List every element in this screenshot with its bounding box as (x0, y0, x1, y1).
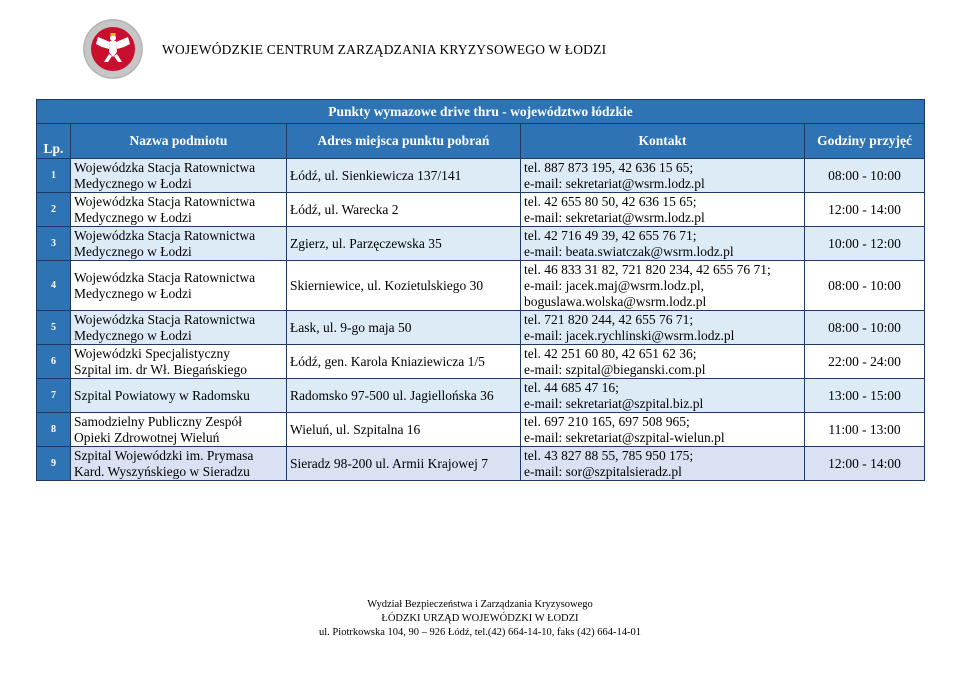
phone-line: tel. 42 251 60 80, 42 651 62 36; (524, 345, 697, 361)
email-line: e-mail: sor@szpitalsieradz.pl (524, 463, 682, 479)
table-row (37, 261, 925, 311)
address-cell: Wieluń, ul. Szpitalna 16 (287, 413, 521, 447)
address-cell: Zgierz, ul. Parzęczewska 35 (287, 227, 521, 261)
entity-name-line: Wojewódzka Stacja Ratownictwa (74, 193, 256, 209)
row-number: 9 (37, 447, 71, 481)
table-row (37, 345, 925, 379)
phone-line: tel. 42 716 49 39, 42 655 76 71; (524, 227, 697, 243)
hours-cell: 12:00 - 14:00 (805, 193, 925, 227)
row-number: 4 (37, 261, 71, 311)
column-header-name: Nazwa podmiotu (71, 124, 287, 159)
entity-name-line: Wojewódzka Stacja Ratownictwa (74, 227, 256, 243)
entity-name-line: Wojewódzka Stacja Ratownictwa (74, 269, 256, 285)
entity-name-line: Szpital im. dr Wł. Biegańskiego (74, 361, 247, 377)
email-line: e-mail: szpital@bieganski.com.pl (524, 361, 706, 377)
contact-cell (521, 447, 805, 481)
email-line: e-mail: sekretariat@wsrm.lodz.pl (524, 175, 705, 191)
row-number: 3 (37, 227, 71, 261)
phone-line: tel. 46 833 31 82, 721 820 234, 42 655 76 71; (524, 261, 771, 277)
email-line: e-mail: jacek.maj@wsrm.lodz.pl, (524, 277, 705, 293)
entity-name-line: Medycznego w Łodzi (74, 175, 192, 191)
table-row (37, 193, 925, 227)
contact-cell (521, 311, 805, 345)
footer-department: Wydział Bezpieczeństwa i Zarządzania Kryzysowego (367, 599, 593, 610)
entity-name-line: Kard. Wyszyńskiego w Sieradzu (74, 463, 250, 479)
entity-name-cell (71, 227, 287, 261)
hours-cell: 12:00 - 14:00 (805, 447, 925, 481)
row-number: 7 (37, 379, 71, 413)
phone-line: tel. 697 210 165, 697 508 965; (524, 413, 690, 429)
row-number: 6 (37, 345, 71, 379)
phone-line: tel. 721 820 244, 42 655 76 71; (524, 311, 694, 327)
entity-name-cell (71, 193, 287, 227)
table-title: Punkty wymazowe drive thru - województwo łódzkie (37, 100, 925, 124)
hours-cell: 11:00 - 13:00 (805, 413, 925, 447)
entity-name-cell (71, 311, 287, 345)
contact-cell (521, 261, 805, 311)
entity-name-line: Szpital Wojewódzki im. Prymasa (74, 447, 254, 463)
entity-name-cell (71, 379, 287, 413)
entity-name-line: Medycznego w Łodzi (74, 209, 192, 225)
row-number: 8 (37, 413, 71, 447)
email-line: boguslawa.wolska@wsrm.lodz.pl (524, 293, 707, 309)
entity-name-line: Medycznego w Łodzi (74, 285, 192, 301)
email-line: e-mail: sekretariat@wsrm.lodz.pl (524, 209, 705, 225)
email-line: e-mail: beata.swiatczak@wsrm.lodz.pl (524, 243, 734, 259)
entity-name-line: Szpital Powiatowy w Radomsku (74, 387, 250, 403)
organization-name: WOJEWÓDZKIE CENTRUM ZARZĄDZANIA KRYZYSOWEGO W ŁODZI (162, 42, 607, 57)
hours-cell: 08:00 - 10:00 (805, 261, 925, 311)
email-line: e-mail: jacek.rychlinski@wsrm.lodz.pl (524, 327, 735, 343)
address-cell: Skierniewice, ul. Kozietulskiego 30 (287, 261, 521, 311)
table-row (37, 413, 925, 447)
row-number: 1 (37, 159, 71, 193)
entity-name-cell (71, 413, 287, 447)
column-header-lp: Lp. (37, 124, 71, 159)
address-cell: Łódź, gen. Karola Kniaziewicza 1/5 (287, 345, 521, 379)
table-row (37, 227, 925, 261)
column-header-hours: Godziny przyjęć (805, 124, 925, 159)
entity-name-line: Wojewódzki Specjalistyczny (74, 345, 230, 361)
entity-name-cell (71, 345, 287, 379)
column-header-address: Adres miejsca punktu pobrań (287, 124, 521, 159)
table-row (37, 379, 925, 413)
contact-cell (521, 413, 805, 447)
phone-line: tel. 44 685 47 16; (524, 379, 619, 395)
entity-name-line: Medycznego w Łodzi (74, 243, 192, 259)
table-row (37, 447, 925, 481)
address-cell: Radomsko 97-500 ul. Jagiellońska 36 (287, 379, 521, 413)
phone-line: tel. 43 827 88 55, 785 950 175; (524, 447, 694, 463)
email-line: e-mail: sekretariat@szpital-wielun.pl (524, 429, 725, 445)
address-cell: Łódź, ul. Warecka 2 (287, 193, 521, 227)
footer-address: ul. Piotrkowska 104, 90 – 926 Łódź, tel.(42) 664-14-10, faks (42) 664-14-01 (319, 627, 641, 638)
hours-cell: 10:00 - 12:00 (805, 227, 925, 261)
footer-office: ŁÓDZKI URZĄD WOJEWÓDZKI W ŁODZI (381, 613, 579, 624)
hours-cell: 08:00 - 10:00 (805, 311, 925, 345)
drive-thru-points-table (36, 99, 925, 481)
row-number: 2 (37, 193, 71, 227)
entity-name-cell (71, 261, 287, 311)
address-cell: Łask, ul. 9-go maja 50 (287, 311, 521, 345)
phone-line: tel. 42 655 80 50, 42 636 15 65; (524, 193, 697, 209)
phone-line: tel. 887 873 195, 42 636 15 65; (524, 159, 694, 175)
contact-cell (521, 193, 805, 227)
address-cell: Sieradz 98-200 ul. Armii Krajowej 7 (287, 447, 521, 481)
entity-name-line: Wojewódzka Stacja Ratownictwa (74, 159, 256, 175)
footer (0, 598, 960, 640)
row-number: 5 (37, 311, 71, 345)
column-header-contact: Kontakt (521, 124, 805, 159)
entity-name-cell (71, 159, 287, 193)
contact-cell (521, 227, 805, 261)
contact-cell (521, 345, 805, 379)
entity-name-line: Samodzielny Publiczny Zespół (74, 413, 242, 429)
hours-cell: 08:00 - 10:00 (805, 159, 925, 193)
entity-name-line: Medycznego w Łodzi (74, 327, 192, 343)
entity-name-cell (71, 447, 287, 481)
entity-name-line: Opieki Zdrowotnej Wieluń (74, 429, 220, 445)
entity-name-line: Wojewódzka Stacja Ratownictwa (74, 311, 256, 327)
table-row (37, 159, 925, 193)
table-row (37, 311, 925, 345)
email-line: e-mail: sekretariat@szpital.biz.pl (524, 395, 704, 411)
contact-cell (521, 159, 805, 193)
hours-cell: 13:00 - 15:00 (805, 379, 925, 413)
hours-cell: 22:00 - 24:00 (805, 345, 925, 379)
polish-eagle-emblem-icon (82, 18, 144, 80)
address-cell: Łódź, ul. Sienkiewicza 137/141 (287, 159, 521, 193)
contact-cell (521, 379, 805, 413)
